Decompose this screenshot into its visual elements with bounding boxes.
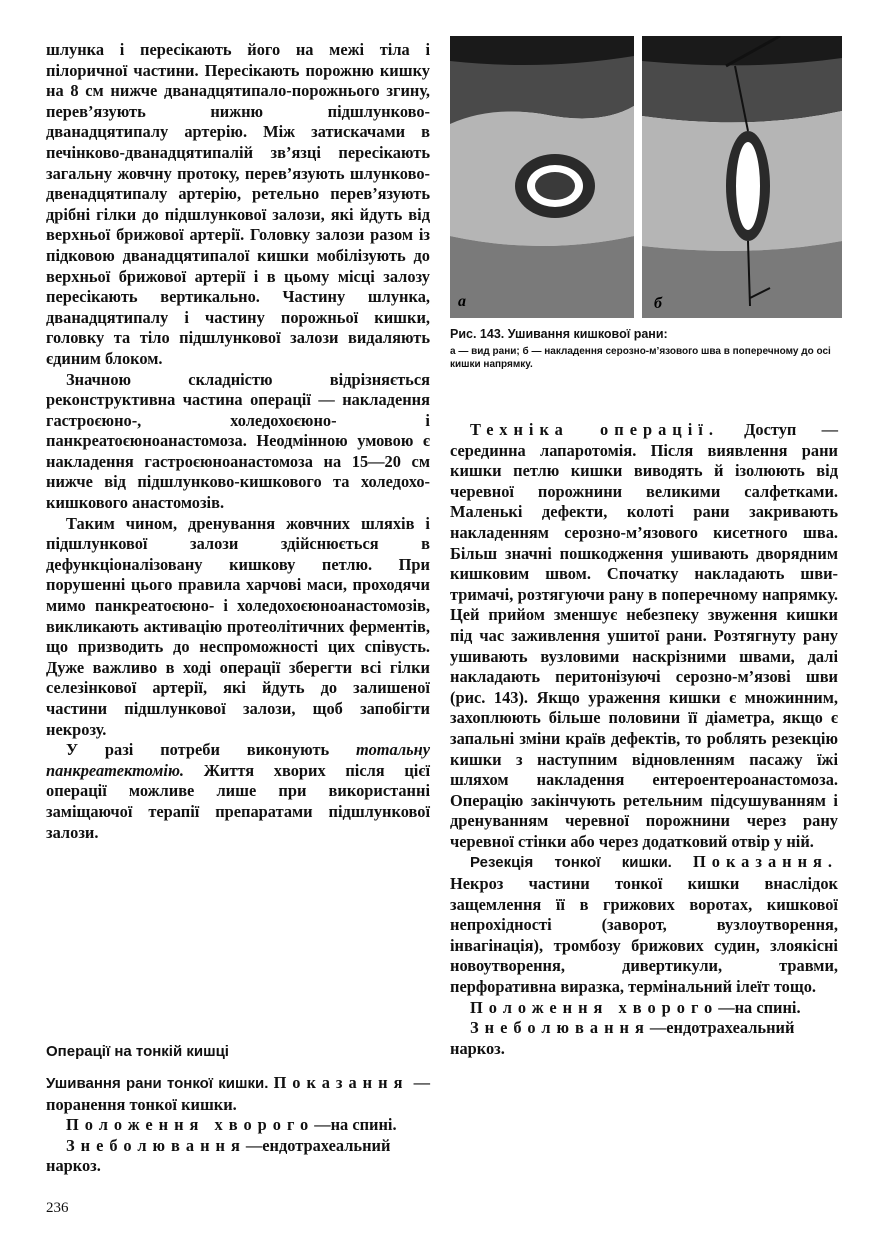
left-lower-block	[46, 1073, 430, 1177]
paragraph: шлунка і пересікають його на межі тіла і пілоричної частини. Пересікають порожню кишку на 8 см нижче дванадцятипало-порожнього згину, перев’язують нижню підшлунково-дванадцятипалу артерію. Між затискачами в печінково-дванадцятипалій зв’язці пересікають загальну жовчну протоку, перев’язують шлунково-двенадцятипалу артерію, ретельно перев’язують дрібні гілки до підшлункової залози, які йдуть від верхньої брижової артерії. Головку залози разом із підковою дванадцятипалої кишки мобілізують до верхньої брижової артерії і в цьому місці залозу пересікають вертикально. Частину шлунка, дванадцятипалу і частину порожньої кишки, головку та тіло підшлункової залози видаляють єдиним блоком.	[46, 40, 430, 368]
text: —ендотрахеальний наркоз.	[46, 1135, 391, 1176]
text: —на спині.	[718, 997, 801, 1017]
text: —ендотрахеальний наркоз.	[450, 1018, 795, 1058]
panel-a	[450, 36, 634, 318]
spaced-label: Техніка операції.	[470, 420, 719, 439]
subheading: Ушивання рани тонкої кишки.	[46, 1075, 269, 1092]
spaced-label: Знеболювання	[470, 1018, 650, 1038]
panel-label-b: б	[654, 295, 662, 312]
paragraph	[450, 1018, 838, 1059]
paragraph	[46, 1073, 430, 1115]
paragraph	[450, 852, 838, 997]
spaced-label: Знеболювання	[66, 1135, 246, 1155]
text: Некроз частини тонкої кишки внаслідок защемлення її в грижових воротах, кишкової непрохідності (заворот, вузлоутворення, інвагінація), тромбозу брижових судин, злоякісні новоутворення, дивертикули, травми, перфоративна виразка, термінальний ілеїт тощо.	[450, 874, 838, 997]
figure-143	[450, 36, 842, 318]
page-number: 236	[46, 1200, 69, 1216]
panel-b	[642, 36, 842, 318]
text: Доступ — серединна лапаротомія. Після виявлення рани кишки петлю кишки виводять й ізолюють від черевної порожнини великими салфетками. Маленькі дефекти, колоті рани закривають накладенням серозно-м’язового кисетного шва. Більш значні пошкодження ушивають дворядним кишковим швом. Спочатку накладають шви-тримачі, розтягуючи рану в поперечному напрямку. Цей прийом зменшує небезпеку звуження кишки під час заживлення ушитої рани. Розтягнуту рану ушивають вузловими наскрізними швами, далі накладають перитонізуючі серозно-м’язові шви (рис. 143). Якщо ураження кишки є множинним, захоплюють більше половини її діаметра, якщо є запальні зміни країв дефектів, то роблять резекцію кишки з наступним відновленням пасажу їжі шляхом накладення ентероентероанастомоза. Операцію закінчують ретельним підсушуванням і дренуванням черевної порожнини через рану черевної стінки або через додатковий отвір у ній.	[450, 420, 838, 851]
paragraph	[46, 1136, 430, 1177]
caption-subtext: а — вид рани; б — накладення серозно-м’язового шва в поперечному до осі кишки напрямку.	[450, 346, 831, 370]
section-heading: Операції на тонкій кишці	[46, 1043, 229, 1060]
paragraph: Значною складністю відрізняється реконструктивна частина операції — накладення гастроєюно-, холедохоєюно- і панкреатоєюноанастомоза. Неодмінною умовою є накладення гастроєюноанастомоза на 15—20 см нижче від підшлунково-кишкового та холедохо-кишкового анастомозів.	[46, 369, 430, 513]
paragraph	[46, 1115, 430, 1136]
spaced-label: Положення хворого	[66, 1115, 315, 1135]
figure-illustration	[450, 36, 842, 318]
text: —на спині.	[314, 1115, 397, 1135]
spaced-label: Показання.	[693, 852, 838, 872]
spaced-label: Показання	[273, 1073, 409, 1092]
panel-label-a: а	[458, 293, 466, 310]
paragraph: Таким чином, дренування жовчних шляхів і підшлункової залози здійснюється в дефункціоналізовану кишкову петлю. При порушенні цього правила харчові маси, проходячи мимо панкреатоєюно- і холедохоєюноанастомозів, викликають активацію протеолітичних ферментів, що призводить до неспроможності цих співусть. Дуже важливо в ході операції зберегти всі гілки селезінкової артерії, які йдуть до залишеної частини підшлункової залози, щоб запобігти некрозу.	[46, 513, 430, 739]
caption-title: Рис. 143. Ушивання кишкової рани:	[450, 327, 668, 341]
figure-caption	[450, 327, 838, 371]
paragraph	[450, 998, 838, 1019]
paragraph	[450, 420, 838, 852]
left-column	[46, 40, 430, 843]
text: — поранення тонкої кишки.	[46, 1073, 430, 1114]
paragraph	[46, 740, 430, 843]
text: У разі потреби виконують	[66, 740, 357, 760]
spaced-label: Положення хворого	[470, 997, 719, 1017]
subheading: Резекція тонкої кишки.	[470, 854, 672, 872]
text: Життя хворих після цієї операції можливе лише при використанні заміщаючої терапії препаратами підшлункової залози.	[46, 760, 430, 842]
right-column	[450, 420, 838, 1059]
italic-term: тотальну панкреатектомію.	[46, 740, 430, 780]
